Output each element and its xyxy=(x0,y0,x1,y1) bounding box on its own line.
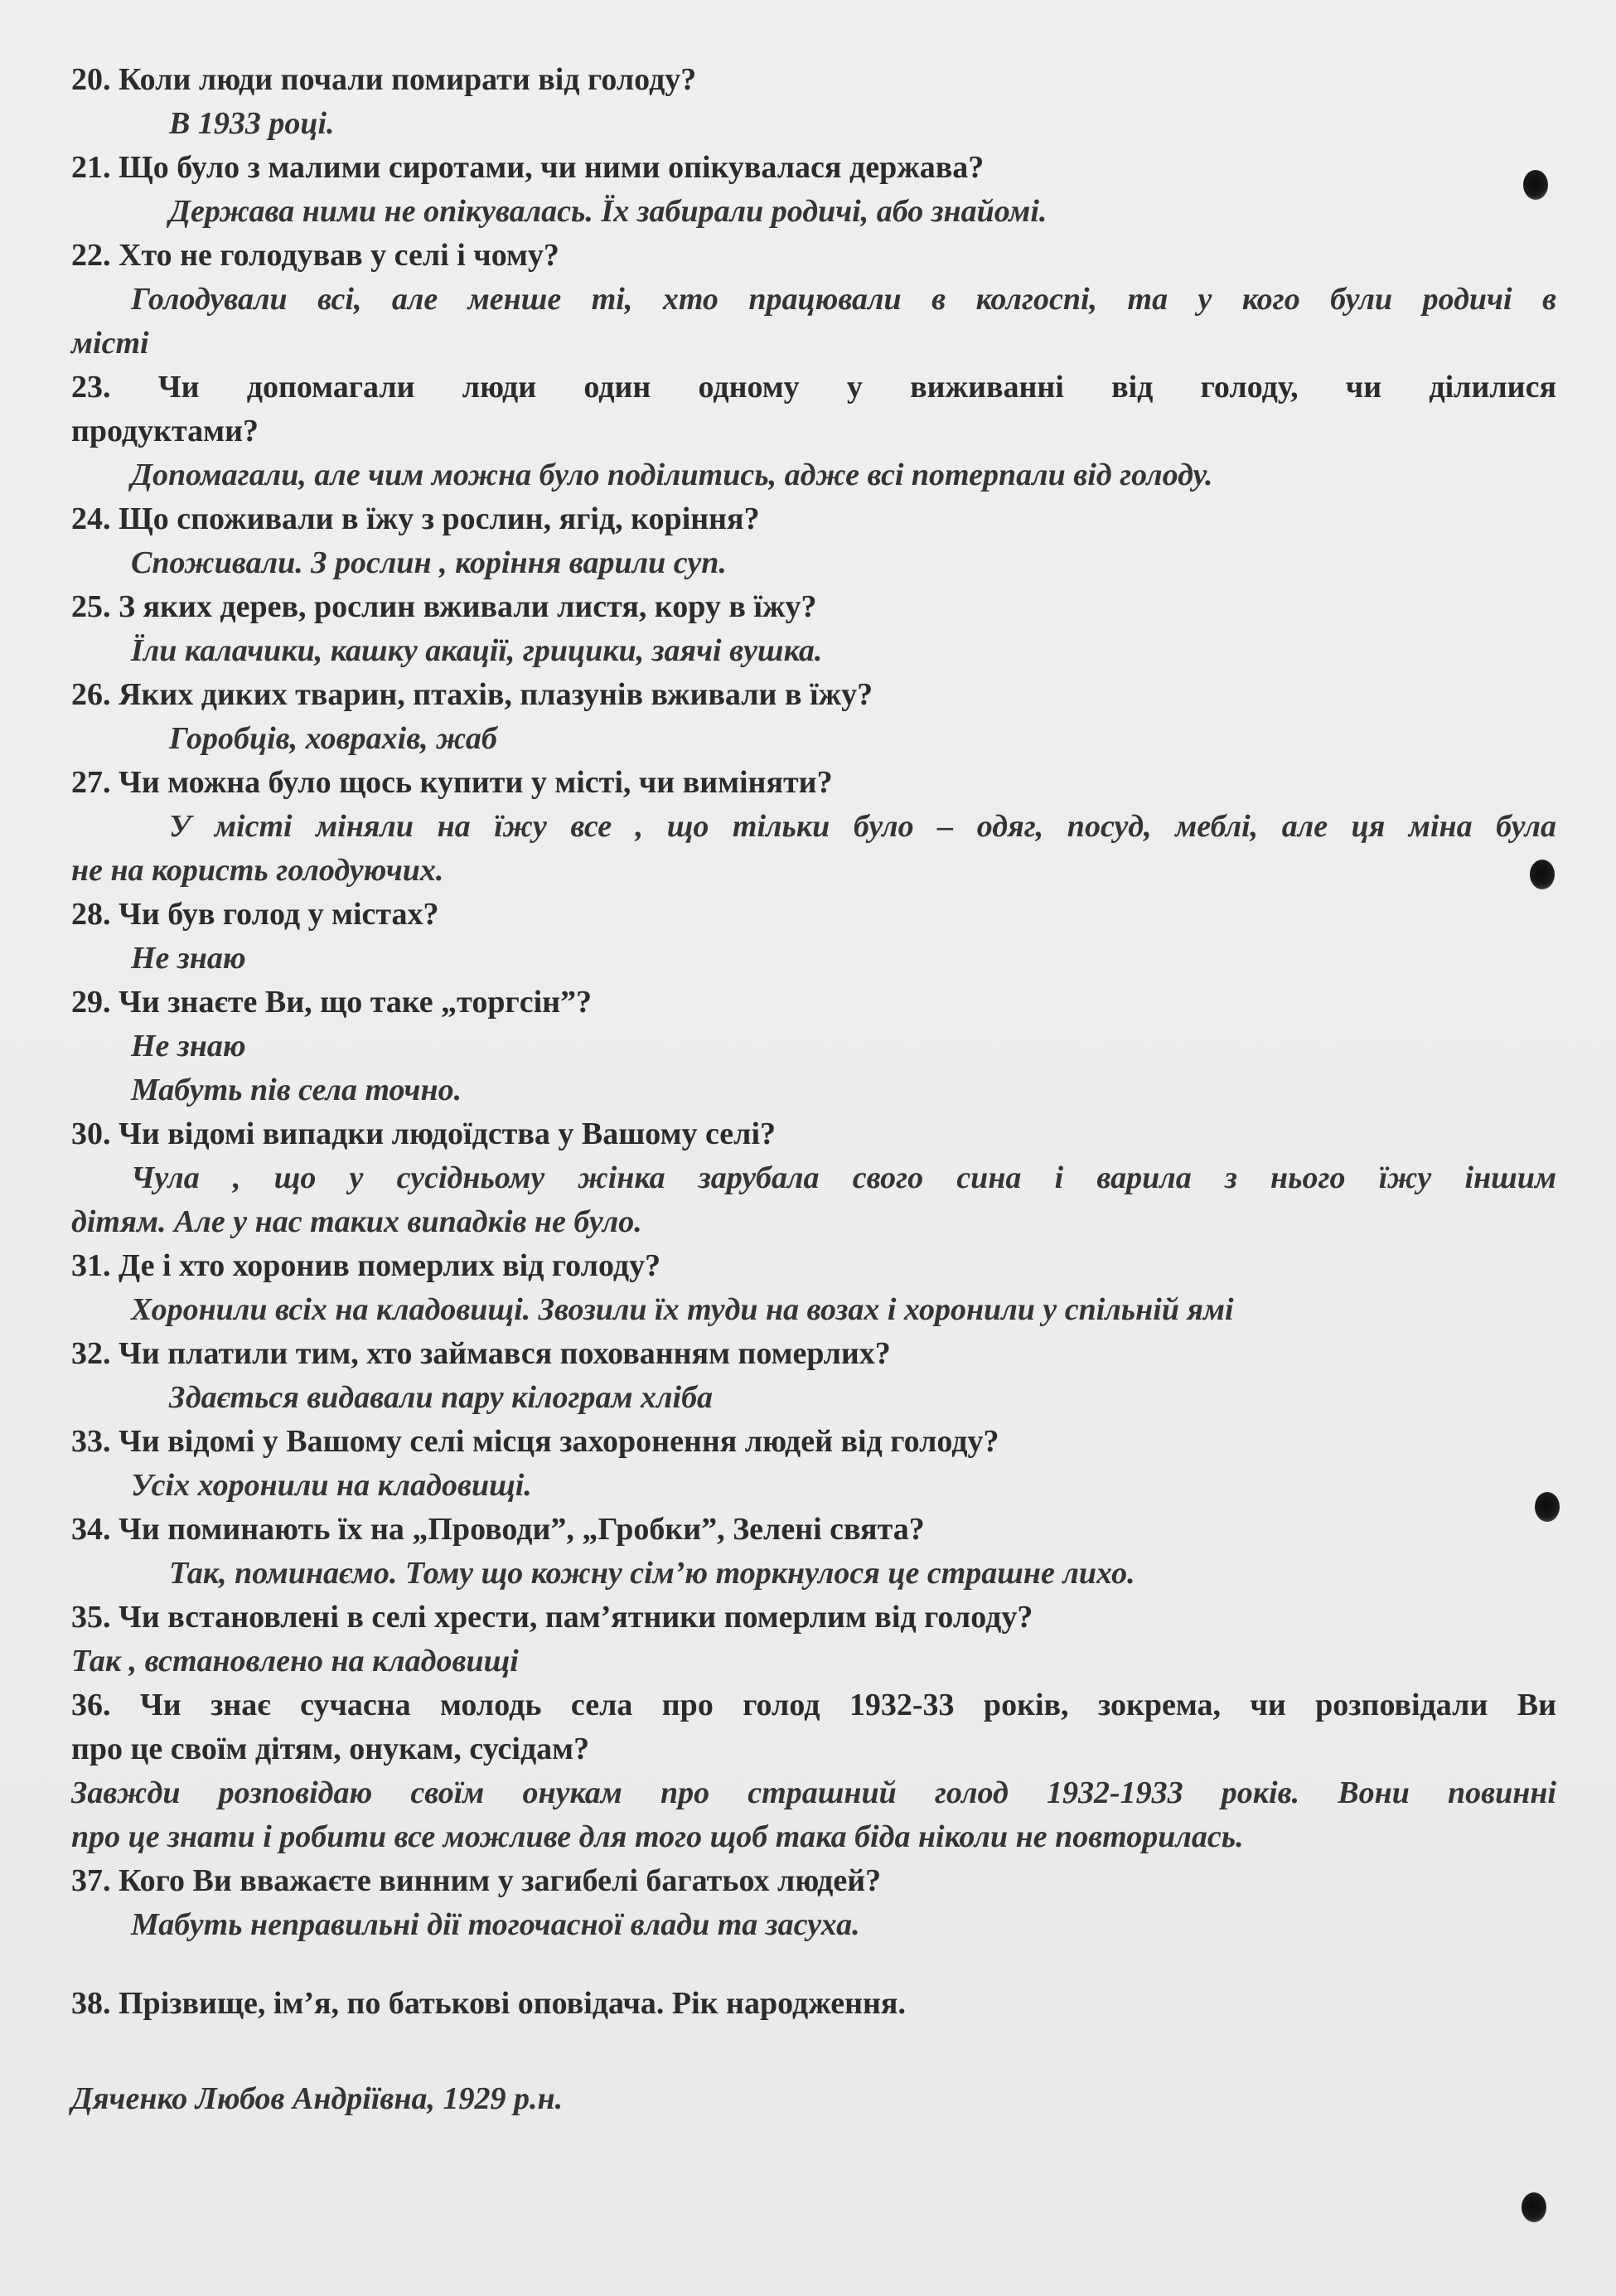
answer-36-line-1: Завжди розповідаю своїм онукам про страшний голод 1932-1933 років. Вони повинні xyxy=(71,1775,1556,1810)
answer-35: Так , встановлено на кладовищі xyxy=(71,1644,519,1678)
answer-29-line-1: Не знаю xyxy=(131,1029,246,1063)
punch-hole xyxy=(1522,2192,1546,2222)
question-22: 22. Хто не голодував у селі і чому? xyxy=(71,238,559,273)
answer-33: Усіх хоронили на кладовищі. xyxy=(131,1468,532,1503)
question-32: 32. Чи платили тим, хто займався похованням померлих? xyxy=(71,1336,891,1371)
answer-34: Так, поминаємо. Тому що кожну сім’ю торкнулося це страшне лихо. xyxy=(169,1556,1135,1591)
answer-32: Здається видавали пару кілограм хліба xyxy=(169,1380,714,1415)
answer-25: Їли калачики, кашку акації, грицики, заячі вушка. xyxy=(131,633,823,668)
question-37: 37. Кого Ви вважаєте винним у загибелі багатьох людей? xyxy=(71,1863,882,1898)
answer-36-line-2: про це знати і робити все можливе для того щоб така біда ніколи не повторилась. xyxy=(71,1819,1244,1854)
question-21: 21. Що було з малими сиротами, чи ними опікувалася держава? xyxy=(71,150,985,185)
question-29: 29. Чи знаєте Ви, що таке „торгсін”? xyxy=(71,985,593,1020)
punch-hole xyxy=(1523,170,1548,200)
question-33: 33. Чи відомі у Вашому селі місця захоронення людей від голоду? xyxy=(71,1424,999,1459)
answer-30-line-1: Чула , що у сусідньому жінка зарубала свого сина і варила з нього їжу іншим xyxy=(131,1160,1556,1195)
answer-26: Горобців, ховрахів, жаб xyxy=(169,721,497,756)
answer-30-line-2: дітям. Але у нас таких випадків не було. xyxy=(71,1204,642,1239)
question-36-line-1: 36. Чи знає сучасна молодь села про голод 1932-33 років, зокрема, чи розповідали Ви xyxy=(71,1688,1556,1722)
answer-28: Не знаю xyxy=(131,941,246,976)
answer-23: Допомагали, але чим можна було поділитись, адже всі потерпали від голоду. xyxy=(131,458,1213,492)
question-34: 34. Чи поминають їх на „Проводи”, „Гробки”, Зелені свята? xyxy=(71,1512,925,1547)
question-23-line-2: продуктами? xyxy=(71,414,259,448)
question-28: 28. Чи був голод у містах? xyxy=(71,897,439,932)
answer-24: Споживали. З рослин , коріння варили суп. xyxy=(131,545,727,580)
question-30: 30. Чи відомі випадки людоїдства у Вашому селі? xyxy=(71,1117,777,1151)
answer-31: Хоронили всіх на кладовищі. Звозили їх туди на возах і хоронили у спільній ямі xyxy=(131,1292,1234,1327)
question-31: 31. Де і хто хоронив померлих від голоду? xyxy=(71,1248,661,1283)
spacer xyxy=(71,1947,1556,1982)
answer-20: В 1933 році. xyxy=(169,106,335,141)
question-25: 25. З яких дерев, рослин вживали листя, кору в їжу? xyxy=(71,589,817,624)
answer-22-line-1: Голодували всі, але менше ті, хто працювали в колгоспі, та у кого були родичі в xyxy=(131,282,1556,317)
punch-hole xyxy=(1530,860,1555,889)
question-38: 38. Прізвище, ім’я, по батькові оповідача. Рік народження. xyxy=(71,1986,906,2021)
questionnaire-body xyxy=(71,58,1556,2121)
question-26: 26. Яких диких тварин, птахів, плазунів вживали в їжу? xyxy=(71,677,873,712)
question-20: 20. Коли люди почали помирати від голоду? xyxy=(71,62,697,97)
question-35: 35. Чи встановлені в селі хрести, пам’ятники померлим від голоду? xyxy=(71,1600,1033,1635)
answer-29-line-2: Мабуть пів села точно. xyxy=(131,1073,462,1107)
question-23-line-1: 23. Чи допомагали люди один одному у виживанні від голоду, чи ділилися xyxy=(71,370,1556,404)
spacer xyxy=(71,2026,1556,2077)
question-27: 27. Чи можна було щось купити у місті, чи виміняти? xyxy=(71,765,833,800)
answer-27-line-1: У місті міняли на їжу все , що тільки було – одяг, посуд, меблі, але ця міна була xyxy=(169,809,1556,844)
question-36-line-2: про це своїм дітям, онукам, сусідам? xyxy=(71,1732,590,1766)
answer-37: Мабуть неправильні дії тогочасної влади та засуха. xyxy=(131,1907,860,1942)
narrator-signature: Дяченко Любов Андріївна, 1929 р.н. xyxy=(71,2081,564,2116)
question-24: 24. Що споживали в їжу з рослин, ягід, коріння? xyxy=(71,501,760,536)
answer-21: Держава ними не опікувалась. Їх забирали родичі, або знайомі. xyxy=(169,194,1047,229)
answer-27-line-2: не на користь голодуючих. xyxy=(71,853,444,888)
punch-hole xyxy=(1535,1492,1560,1522)
answer-22-line-2: місті xyxy=(71,326,149,361)
